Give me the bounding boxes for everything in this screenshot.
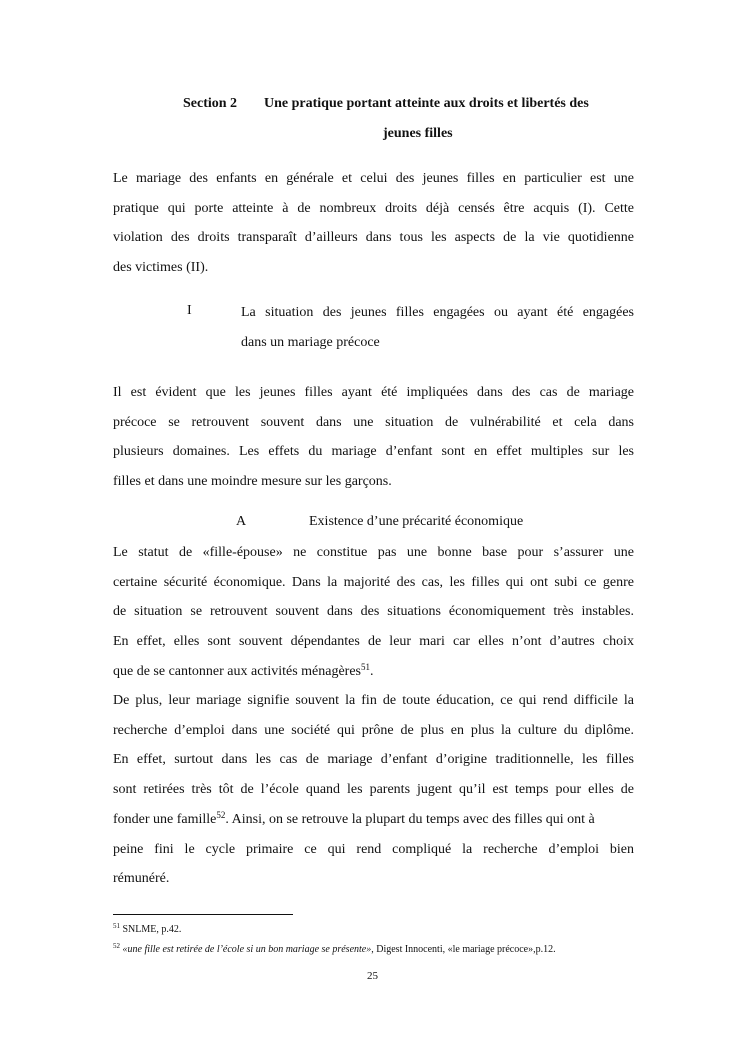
text-line: En effet, surtout dans les cas de mariage d’enfant d’origine traditionnelle, les filles bbox=[113, 752, 634, 768]
sub-subsection-letter: A bbox=[236, 514, 247, 529]
subsection-title-line-2: dans un mariage précoce bbox=[241, 335, 380, 350]
footnote-separator bbox=[113, 914, 293, 915]
text-line: certaine sécurité économique. Dans la majorité des cas, les filles qui ont subi ce genre bbox=[113, 574, 634, 590]
subsection-title-line-1: La situation des jeunes filles engagées ou ayant été engagées bbox=[241, 305, 634, 320]
footnote-text: SNLME, p.42. bbox=[120, 924, 182, 935]
text-line: pratique qui porte atteinte à de nombreux droits déjà censés être acquis (I). Cette bbox=[113, 200, 634, 216]
text-line: rémunéré. bbox=[113, 871, 170, 887]
text-line: De plus, leur mariage signifie souvent la fin de toute éducation, ce qui rend difficile la bbox=[113, 693, 634, 708]
text-fragment: . Ainsi, on se retrouve la plupart du temps avec des filles qui ont à bbox=[225, 811, 595, 827]
text-line: plusieurs domaines. Les effets du mariage d’enfant sont en effet multiples sur les bbox=[113, 444, 634, 460]
footnote-52 bbox=[113, 943, 556, 957]
sub-subsection-title: Existence d’une précarité économique bbox=[309, 514, 524, 529]
footnote-text: , Digest Innocenti, «le mariage précoce»,p.12. bbox=[371, 944, 556, 955]
paragraph-2 bbox=[113, 378, 634, 497]
text-line: Le mariage des enfants en générale et celui des jeunes filles en particulier est une bbox=[113, 171, 634, 186]
text-line: peine fini le cycle primaire ce qui rend compliqué la recherche d’emploi bien bbox=[113, 841, 634, 857]
text-line: violation des droits transparaît d’ailleurs dans tous les aspects de la vie quotidienne bbox=[113, 230, 634, 246]
text-line: Le statut de «fille-épouse» ne constitue pas une bonne base pour s’assurer une bbox=[113, 545, 634, 560]
text-line: de situation se retrouvent souvent dans des situations économiquement très instables. bbox=[113, 604, 634, 620]
footnote-quote: «une fille est retirée de l’école si un bon mariage se présente» bbox=[120, 944, 372, 955]
text-line: recherche d’emploi dans une société qui prône de plus en plus la culture du diplôme. bbox=[113, 722, 634, 738]
text-line: filles et dans une moindre mesure sur les garçons. bbox=[113, 474, 392, 490]
text-line: En effet, elles sont souvent dépendantes de leur mari car elles n’ont d’autres choix bbox=[113, 634, 634, 650]
section-title-line-1: Une pratique portant atteinte aux droits et libertés des bbox=[264, 96, 589, 111]
footnote-51 bbox=[113, 923, 181, 937]
intro-paragraph bbox=[113, 164, 634, 283]
text-line: des victimes (II). bbox=[113, 260, 209, 276]
text-line: précoce se retrouvent souvent dans une situation de vulnérabilité et cela dans bbox=[113, 414, 634, 430]
footnote-ref-51[interactable]: 51 bbox=[361, 661, 371, 672]
paragraph-3 bbox=[113, 538, 634, 687]
section-title-line-2: jeunes filles bbox=[383, 126, 453, 141]
page-number: 25 bbox=[367, 970, 378, 982]
text-fragment: . bbox=[370, 663, 374, 679]
text-line: Il est évident que les jeunes filles ayant été impliquées dans des cas de mariage bbox=[113, 385, 634, 400]
footnote-ref-52[interactable]: 52 bbox=[216, 809, 226, 820]
text-line bbox=[113, 805, 634, 835]
text-fragment: fonder une famille bbox=[113, 811, 217, 827]
footnote-number: 51 bbox=[113, 922, 120, 930]
text-line bbox=[113, 657, 634, 687]
section-number: Section 2 bbox=[183, 96, 238, 111]
subsection-number: I bbox=[187, 303, 192, 318]
subsection-title bbox=[241, 298, 634, 358]
text-fragment: que de se cantonner aux activités ménagères bbox=[113, 663, 362, 679]
footnote-number: 52 bbox=[113, 942, 120, 950]
paragraph-4 bbox=[113, 686, 634, 894]
text-line: sont retirées très tôt de l’école quand les parents jugent qu’il est temps pour elles de bbox=[113, 782, 634, 798]
